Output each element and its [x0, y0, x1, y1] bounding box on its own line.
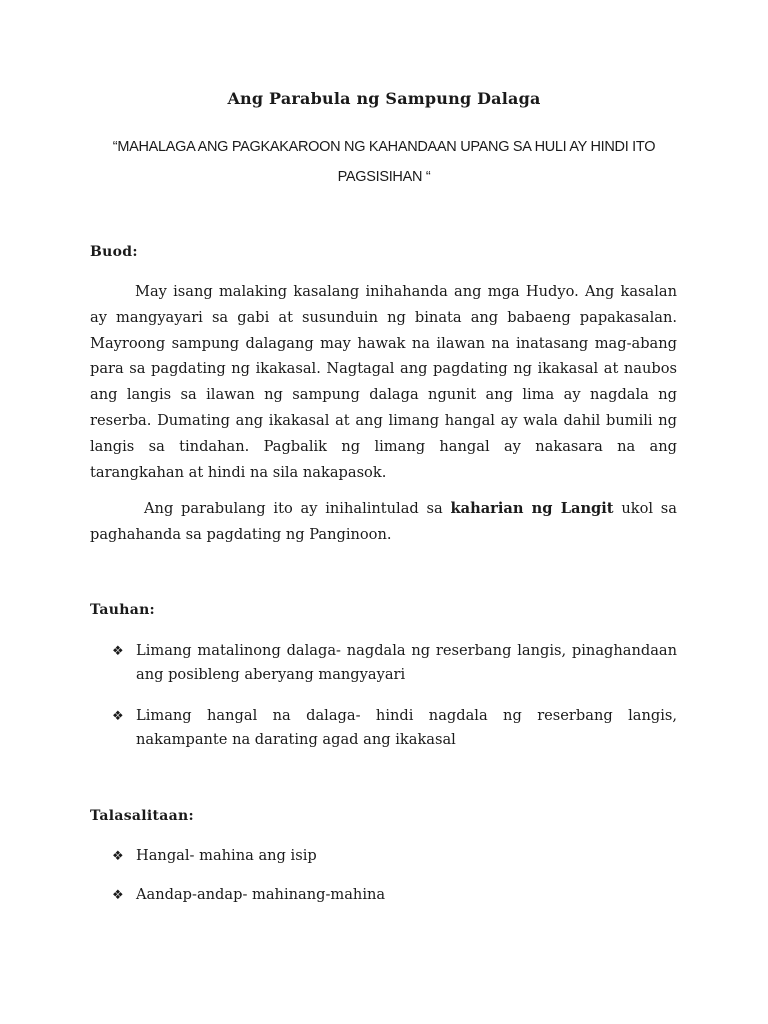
tauhan-item: [112, 639, 677, 687]
talasalitaan-heading: Talasalitaan:: [90, 808, 194, 824]
tauhan-item-text: Limang matalinong dalaga- nagdala ng reserbang langis, pinaghandaan ang posibleng aberyang mangyayari: [136, 642, 677, 683]
diamond-bullet-icon: ❖: [112, 888, 124, 903]
tauhan-item-text: Limang hangal na dalaga- hindi nagdala ng reserbang langis, nakampante na darating agad ang ikakasal: [136, 707, 677, 748]
buod-paragraph-1-text: May isang malaking kasalang inihahanda ang mga Hudyo. Ang kasalan ay mangyayari sa gabi at susunduin ng binata ang babaeng papakasalan. Mayroong sampung dalagang may hawak na ilawan na inatasang mag-abang para sa pagdating ng ikakasal. Nagtagal ang pagdating ng ikakasal at naubos ang langis sa ilawan ng sampung dalaga ngunit ang lima ay nagdala ng reserba. Dumating ang ikakasal at ang limang hangal ay wala dahil bumili ng langis sa tindahan. Pagbalik ng limang hangal ay nakasara na ang tarangkahan at hindi na sila nakapasok.: [90, 283, 677, 481]
document-quote: “MAHALAGA ANG PAGKAKAROON NG KAHANDAAN UPANG SA HULI AY HINDI ITO PAGSISIHAN “: [112, 139, 656, 185]
buod-heading: Buod:: [90, 244, 138, 260]
tauhan-heading: Tauhan:: [90, 602, 156, 618]
buod-paragraph-2-after: ukol sa paghahanda sa pagdating ng Panginoon.: [90, 500, 677, 543]
document-title: Ang Parabula ng Sampung Dalaga: [227, 89, 541, 108]
buod-paragraph-2-bold: kaharian ng Langit: [450, 500, 614, 517]
diamond-bullet-icon: ❖: [112, 849, 124, 864]
diamond-bullet-icon: ❖: [112, 709, 124, 724]
talasalitaan-item: [112, 844, 677, 868]
tauhan-item: [112, 704, 677, 752]
buod-paragraph-2-before: Ang parabulang ito ay inihalintulad sa: [144, 500, 451, 517]
buod-paragraph-1: [90, 279, 677, 485]
talasalitaan-item-text: Hangal- mahina ang isip: [136, 847, 317, 864]
talasalitaan-item-text: Aandap-andap- mahinang-mahina: [136, 886, 386, 903]
buod-paragraph-2: [90, 496, 677, 548]
diamond-bullet-icon: ❖: [112, 644, 124, 659]
talasalitaan-item: [112, 883, 677, 907]
